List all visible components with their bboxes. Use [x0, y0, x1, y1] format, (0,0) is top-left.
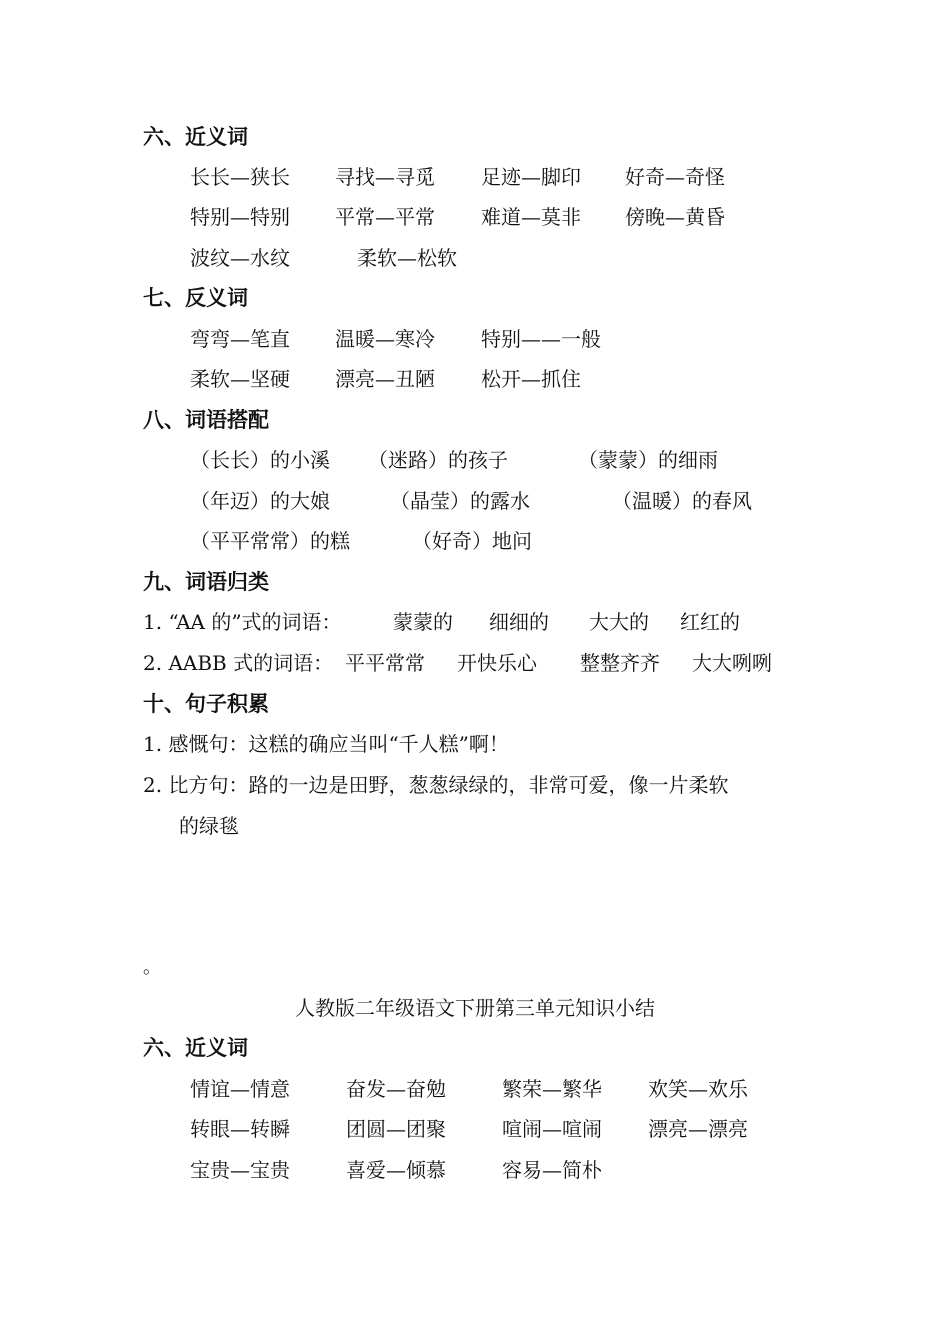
word-pair: 平常—平常: [335, 205, 435, 229]
word-pair: 喜爱—倾慕: [346, 1158, 446, 1182]
synonym-row-1: [190, 161, 890, 193]
synonym-row-3: [190, 242, 890, 274]
section-8-heading: 八、词语搭配: [143, 408, 269, 432]
part2-synonym-row-1: [190, 1073, 890, 1105]
part2-section-6-heading: 六、近义词: [143, 1036, 248, 1060]
word-pair: 奋发—奋勉: [346, 1077, 446, 1101]
word-pair: 转眼—转瞬: [190, 1117, 290, 1141]
collocation: （迷路）的孩子: [368, 448, 508, 472]
sentence-item-2: 2. 比方句：路的一边是田野，葱葱绿绿的，非常可爱，像一片柔软: [143, 773, 729, 797]
classified-word: 蒙蒙的: [393, 610, 453, 634]
word-pair: 寻找—寻觅: [335, 165, 435, 189]
word-pair: 温暖—寒冷: [335, 327, 435, 351]
classified-word: 大大咧咧: [692, 651, 772, 675]
word-pair: 松开—抓住: [481, 367, 581, 391]
section-9-heading: 九、词语归类: [143, 570, 269, 594]
word-pair: 特别—特别: [190, 205, 290, 229]
classification-label: 1. “AA 的”式的词语：: [143, 610, 342, 634]
word-pair: 柔软—坚硬: [190, 367, 290, 391]
word-pair: 足迹—脚印: [481, 165, 581, 189]
classified-word: 开快乐心: [457, 651, 537, 675]
collocation: （长长）的小溪: [190, 448, 330, 472]
word-pair: 弯弯—笔直: [190, 327, 290, 351]
section-6-heading: 六、近义词: [143, 125, 248, 149]
collocation: （温暖）的春风: [612, 489, 752, 513]
word-pair: 喧闹—喧闹: [502, 1117, 602, 1141]
antonym-row-1: [190, 323, 890, 355]
classified-word: 整整齐齐: [580, 651, 660, 675]
synonym-row-2: [190, 201, 890, 233]
sentence-item-2-continued: 的绿毯: [179, 814, 239, 838]
word-pair: 波纹—水纹: [190, 246, 290, 270]
collocation-row-1: [190, 444, 890, 476]
part2-synonym-row-3: [190, 1154, 890, 1186]
classification-item-1: [143, 606, 903, 638]
word-pair: 团圆—团聚: [346, 1117, 446, 1141]
collocation: （晶莹）的露水: [390, 489, 530, 513]
section-7-heading: 七、反义词: [143, 286, 248, 310]
classification-item-2: [143, 647, 903, 679]
word-pair: 柔软—松软: [357, 246, 457, 270]
document-title: 人教版二年级语文下册第三单元知识小结: [295, 996, 655, 1020]
word-pair: 特别——一般: [481, 327, 601, 351]
word-pair: 长长—狭长: [190, 165, 290, 189]
collocation: （平平常常）的糕: [190, 529, 350, 553]
word-pair: 漂亮—丑陋: [335, 367, 435, 391]
word-pair: 漂亮—漂亮: [648, 1117, 748, 1141]
classified-word: 细细的: [489, 610, 549, 634]
word-pair: 好奇—奇怪: [625, 165, 725, 189]
classified-word: 红红的: [680, 610, 740, 634]
word-pair: 容易—简朴: [502, 1158, 602, 1182]
word-pair: 繁荣—繁华: [502, 1077, 602, 1101]
word-pair: 情谊—情意: [190, 1077, 290, 1101]
collocation-row-2: [190, 485, 890, 517]
collocation: （好奇）地问: [412, 529, 532, 553]
word-pair: 难道—莫非: [481, 205, 581, 229]
classified-word: 大大的: [589, 610, 649, 634]
sentence-item-1: 1. 感慨句：这糕的确应当叫“千人糕”啊！: [143, 732, 509, 756]
collocation-row-3: [190, 525, 890, 557]
word-pair: 傍晚—黄昏: [625, 205, 725, 229]
word-pair: 欢笑—欢乐: [648, 1077, 748, 1101]
classified-word: 平平常常: [345, 651, 425, 675]
section-10-heading: 十、句子积累: [143, 692, 269, 716]
part2-synonym-row-2: [190, 1113, 890, 1145]
collocation: （蒙蒙）的细雨: [578, 448, 718, 472]
word-pair: 宝贵—宝贵: [190, 1158, 290, 1182]
stray-punctuation: 。: [143, 957, 161, 978]
classification-label: 2. AABB 式的词语：: [143, 651, 334, 675]
antonym-row-2: [190, 363, 890, 395]
collocation: （年迈）的大娘: [190, 489, 330, 513]
